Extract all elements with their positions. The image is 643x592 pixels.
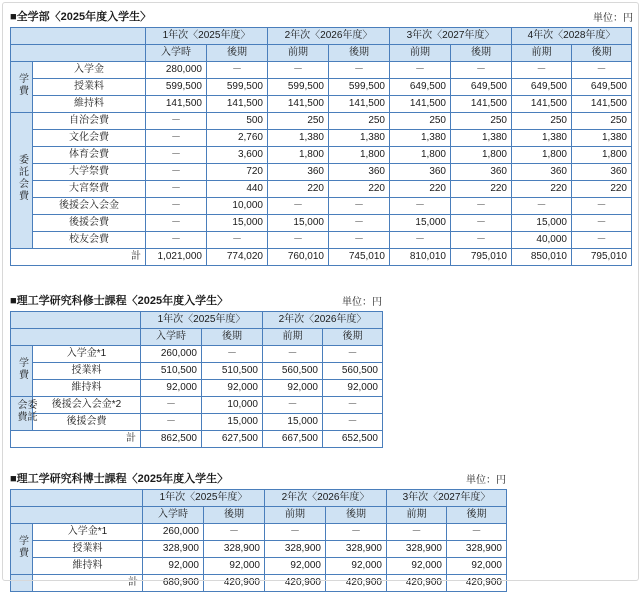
row-label: 大宮祭費 <box>33 181 146 198</box>
cell-value: 360 <box>451 164 512 181</box>
header-term-3: 後期 <box>329 45 390 62</box>
header-term-4: 前期 <box>387 507 447 524</box>
header-year-2: 2年次〈2026年度〉 <box>268 28 390 45</box>
cell-value: － <box>146 215 207 232</box>
header-term-2: 前期 <box>265 507 326 524</box>
cell-value: － <box>512 62 572 79</box>
cell-value: 141,500 <box>329 96 390 113</box>
cell-value: 141,500 <box>390 96 451 113</box>
cell-value: 360 <box>268 164 329 181</box>
cell-value: 220 <box>390 181 451 198</box>
row-label: 入学金 <box>33 62 146 79</box>
cell-value: － <box>141 414 202 431</box>
cell-value: － <box>390 232 451 249</box>
cell-value: 10,000 <box>202 397 263 414</box>
cell-value: 15,000 <box>390 215 451 232</box>
table-row <box>11 541 507 558</box>
total-value: 760,010 <box>268 249 329 266</box>
cell-value: － <box>323 397 383 414</box>
cell-value: － <box>390 198 451 215</box>
row-label: 後援会入会金*2 <box>33 397 141 414</box>
table-row <box>11 62 632 79</box>
cell-value: 1,800 <box>390 147 451 164</box>
section-title: ■理工学研究科博士課程〈2025年度入学生〉 <box>10 473 229 485</box>
cell-value: 250 <box>268 113 329 130</box>
total-value: 774,020 <box>207 249 268 266</box>
row-label: 自治会費 <box>33 113 146 130</box>
cell-value: 1,380 <box>451 130 512 147</box>
table-row <box>11 130 632 147</box>
table-row <box>11 113 632 130</box>
row-label: 大学祭費 <box>33 164 146 181</box>
cell-value: － <box>146 147 207 164</box>
cell-value: 649,500 <box>451 79 512 96</box>
table-row <box>11 232 632 249</box>
table-row <box>11 215 632 232</box>
section-title: ■全学部〈2025年度入学生〉 <box>10 11 152 23</box>
cell-value: － <box>326 524 387 541</box>
table-header-years <box>11 28 632 45</box>
cell-value: 92,000 <box>202 380 263 397</box>
header-term-0: 入学時 <box>141 329 202 346</box>
section-header <box>10 470 506 486</box>
header-year-2: 2年次〈2026年度〉 <box>265 490 387 507</box>
cell-value: － <box>268 62 329 79</box>
total-label: 計 <box>11 249 146 266</box>
cell-value: 10,000 <box>207 198 268 215</box>
cell-value: 360 <box>329 164 390 181</box>
cell-value: 1,800 <box>572 147 632 164</box>
cell-value: 250 <box>451 113 512 130</box>
header-term-4: 前期 <box>390 45 451 62</box>
fee-table-masters <box>10 311 383 448</box>
cell-value: 1,380 <box>390 130 451 147</box>
header-corner <box>11 28 146 45</box>
cell-value: 510,500 <box>202 363 263 380</box>
cell-value: － <box>572 198 632 215</box>
group-label-tuition: 学費 <box>11 524 33 575</box>
cell-value: － <box>207 232 268 249</box>
section-doctoral <box>10 470 633 592</box>
cell-value: － <box>512 198 572 215</box>
row-label: 後援会入会金 <box>33 198 146 215</box>
cell-value: 560,500 <box>263 363 323 380</box>
total-value: 850,010 <box>512 249 572 266</box>
header-corner <box>11 312 141 329</box>
header-term-7: 後期 <box>572 45 632 62</box>
cell-value: － <box>268 198 329 215</box>
cell-value: 599,500 <box>146 79 207 96</box>
row-label: 授業料 <box>33 79 146 96</box>
total-value: 420,900 <box>447 575 507 592</box>
cell-value: 15,000 <box>202 414 263 431</box>
header-year-1: 1年次〈2025年度〉 <box>146 28 268 45</box>
cell-value: 1,380 <box>512 130 572 147</box>
total-value: 420,900 <box>204 575 265 592</box>
cell-value: － <box>268 232 329 249</box>
cell-value: － <box>207 62 268 79</box>
row-label: 入学金*1 <box>33 524 143 541</box>
cell-value: 3,600 <box>207 147 268 164</box>
cell-value: － <box>141 397 202 414</box>
cell-value: 2,760 <box>207 130 268 147</box>
table-row <box>11 181 632 198</box>
cell-value: 220 <box>451 181 512 198</box>
total-value: 667,500 <box>263 431 323 448</box>
fee-table-doctoral <box>10 489 507 592</box>
header-term-6: 前期 <box>512 45 572 62</box>
cell-value: 141,500 <box>268 96 329 113</box>
table-row-total <box>11 575 507 592</box>
row-label: 入学金*1 <box>33 346 141 363</box>
cell-value: 328,900 <box>143 541 204 558</box>
table-row <box>11 524 507 541</box>
cell-value: 649,500 <box>512 79 572 96</box>
header-year-4: 4年次〈2028年度〉 <box>512 28 632 45</box>
total-value: 862,500 <box>141 431 202 448</box>
total-value: 420,900 <box>387 575 447 592</box>
cell-value: － <box>146 198 207 215</box>
table-row <box>11 164 632 181</box>
cell-value: － <box>447 524 507 541</box>
cell-value: 360 <box>572 164 632 181</box>
fee-table-undergraduate <box>10 27 632 266</box>
cell-value: 141,500 <box>572 96 632 113</box>
table-row <box>11 79 632 96</box>
total-label: 計 <box>33 575 143 592</box>
cell-value: 1,800 <box>329 147 390 164</box>
cell-value: － <box>329 198 390 215</box>
row-label: 後援会費 <box>33 215 146 232</box>
cell-value: － <box>146 113 207 130</box>
header-term-5: 後期 <box>451 45 512 62</box>
group-label-tuition: 学費 <box>11 346 33 397</box>
cell-value: － <box>146 181 207 198</box>
total-value: 680,900 <box>143 575 204 592</box>
cell-value: － <box>572 215 632 232</box>
cell-value: － <box>451 232 512 249</box>
header-term-0: 入学時 <box>146 45 207 62</box>
cell-value: － <box>329 232 390 249</box>
cell-value: － <box>146 130 207 147</box>
cell-value: 220 <box>268 181 329 198</box>
header-term-3: 後期 <box>323 329 383 346</box>
cell-value: 649,500 <box>572 79 632 96</box>
section-unit: 単位：円 <box>593 13 633 24</box>
cell-value: 220 <box>329 181 390 198</box>
total-value: 1,021,000 <box>146 249 207 266</box>
cell-value: 599,500 <box>329 79 390 96</box>
cell-value: 141,500 <box>451 96 512 113</box>
cell-value: 141,500 <box>146 96 207 113</box>
cell-value: 40,000 <box>512 232 572 249</box>
header-year-2: 2年次〈2026年度〉 <box>263 312 383 329</box>
row-label: 文化会費 <box>33 130 146 147</box>
row-label: 維持料 <box>33 380 141 397</box>
total-value: 745,010 <box>329 249 390 266</box>
cell-value: 720 <box>207 164 268 181</box>
cell-value: － <box>323 346 383 363</box>
cell-value: 250 <box>329 113 390 130</box>
cell-value: 1,380 <box>329 130 390 147</box>
cell-value: 440 <box>207 181 268 198</box>
total-value: 420,900 <box>265 575 326 592</box>
cell-value: － <box>146 232 207 249</box>
cell-value: 250 <box>512 113 572 130</box>
row-label: 校友会費 <box>33 232 146 249</box>
total-value: 627,500 <box>202 431 263 448</box>
header-year-3: 3年次〈2027年度〉 <box>387 490 507 507</box>
header-year-3: 3年次〈2027年度〉 <box>390 28 512 45</box>
row-label: 維持料 <box>33 96 146 113</box>
header-term-5: 後期 <box>447 507 507 524</box>
section-header <box>10 292 382 308</box>
cell-value: 1,800 <box>268 147 329 164</box>
header-corner-2 <box>11 45 146 62</box>
cell-value: 599,500 <box>207 79 268 96</box>
cell-value: 260,000 <box>141 346 202 363</box>
header-term-1: 後期 <box>207 45 268 62</box>
table-row <box>11 96 632 113</box>
cell-value: － <box>265 524 326 541</box>
section-masters <box>10 292 633 448</box>
header-term-2: 前期 <box>268 45 329 62</box>
cell-value: 220 <box>572 181 632 198</box>
header-year-1: 1年次〈2025年度〉 <box>141 312 263 329</box>
table-row-total <box>11 249 632 266</box>
cell-value: － <box>323 414 383 431</box>
cell-value: 1,380 <box>268 130 329 147</box>
group-label-association-fees: 委託会費 <box>11 397 33 431</box>
table-header-terms <box>11 45 632 62</box>
section-title: ■理工学研究科修士課程〈2025年度入学生〉 <box>10 295 229 307</box>
cell-value: 141,500 <box>207 96 268 113</box>
cell-value: 92,000 <box>323 380 383 397</box>
group-label-tuition: 学費 <box>11 62 33 113</box>
header-term-1: 後期 <box>204 507 265 524</box>
cell-value: 92,000 <box>447 558 507 575</box>
table-row-total <box>11 431 383 448</box>
cell-value: － <box>202 346 263 363</box>
section-header <box>10 8 633 24</box>
cell-value: 250 <box>572 113 632 130</box>
header-corner-2 <box>11 329 141 346</box>
cell-value: 220 <box>512 181 572 198</box>
group-label-association-fees: 委託会費 <box>11 113 33 249</box>
row-label: 授業料 <box>33 541 143 558</box>
table-row <box>11 397 383 414</box>
cell-value: 141,500 <box>512 96 572 113</box>
row-label: 授業料 <box>33 363 141 380</box>
cell-value: － <box>329 62 390 79</box>
cell-value: 15,000 <box>263 414 323 431</box>
table-row <box>11 198 632 215</box>
cell-value: － <box>451 198 512 215</box>
cell-value: － <box>451 62 512 79</box>
header-term-3: 後期 <box>326 507 387 524</box>
cell-value: － <box>387 524 447 541</box>
cell-value: 328,900 <box>326 541 387 558</box>
cell-value: － <box>572 232 632 249</box>
cell-value: － <box>146 164 207 181</box>
cell-value: 260,000 <box>143 524 204 541</box>
cell-value: 15,000 <box>268 215 329 232</box>
cell-value: 92,000 <box>326 558 387 575</box>
section-spacer <box>10 272 633 292</box>
table-row <box>11 363 383 380</box>
cell-value: 92,000 <box>263 380 323 397</box>
total-corner <box>11 575 33 592</box>
table-row <box>11 380 383 397</box>
cell-value: － <box>329 215 390 232</box>
section-unit: 単位：円 <box>466 475 506 486</box>
total-value: 652,500 <box>323 431 383 448</box>
cell-value: 92,000 <box>387 558 447 575</box>
cell-value: 92,000 <box>143 558 204 575</box>
header-term-0: 入学時 <box>143 507 204 524</box>
cell-value: 328,900 <box>265 541 326 558</box>
section-unit: 単位：円 <box>342 297 382 308</box>
cell-value: － <box>263 346 323 363</box>
cell-value: 328,900 <box>204 541 265 558</box>
total-label: 計 <box>11 431 141 448</box>
cell-value: 510,500 <box>141 363 202 380</box>
cell-value: 599,500 <box>268 79 329 96</box>
cell-value: 649,500 <box>390 79 451 96</box>
cell-value: 500 <box>207 113 268 130</box>
cell-value: 280,000 <box>146 62 207 79</box>
cell-value: － <box>390 62 451 79</box>
header-corner <box>11 490 143 507</box>
row-label: 後援会費 <box>33 414 141 431</box>
section-spacer <box>10 454 633 470</box>
header-term-1: 後期 <box>202 329 263 346</box>
cell-value: 250 <box>390 113 451 130</box>
cell-value: 92,000 <box>141 380 202 397</box>
cell-value: 360 <box>512 164 572 181</box>
row-label: 維持料 <box>33 558 143 575</box>
cell-value: 1,800 <box>512 147 572 164</box>
total-value: 420,900 <box>326 575 387 592</box>
table-row <box>11 558 507 575</box>
table-row <box>11 414 383 431</box>
cell-value: 360 <box>390 164 451 181</box>
table-header-terms <box>11 507 507 524</box>
cell-value: 1,800 <box>451 147 512 164</box>
header-term-2: 前期 <box>263 329 323 346</box>
header-year-1: 1年次〈2025年度〉 <box>143 490 265 507</box>
cell-value: － <box>204 524 265 541</box>
cell-value: 15,000 <box>512 215 572 232</box>
cell-value: 328,900 <box>447 541 507 558</box>
row-label: 体育会費 <box>33 147 146 164</box>
cell-value: － <box>263 397 323 414</box>
section-undergraduate <box>10 8 633 266</box>
total-value: 795,010 <box>572 249 632 266</box>
header-corner-2 <box>11 507 143 524</box>
table-header-terms <box>11 329 383 346</box>
table-row <box>11 147 632 164</box>
table-header-years <box>11 312 383 329</box>
cell-value: 92,000 <box>204 558 265 575</box>
cell-value: － <box>572 62 632 79</box>
table-row <box>11 346 383 363</box>
total-value: 810,010 <box>390 249 451 266</box>
table-header-years <box>11 490 507 507</box>
cell-value: 560,500 <box>323 363 383 380</box>
cell-value: 1,380 <box>572 130 632 147</box>
total-value: 795,010 <box>451 249 512 266</box>
cell-value: 92,000 <box>265 558 326 575</box>
cell-value: － <box>451 215 512 232</box>
cell-value: 328,900 <box>387 541 447 558</box>
cell-value: 15,000 <box>207 215 268 232</box>
